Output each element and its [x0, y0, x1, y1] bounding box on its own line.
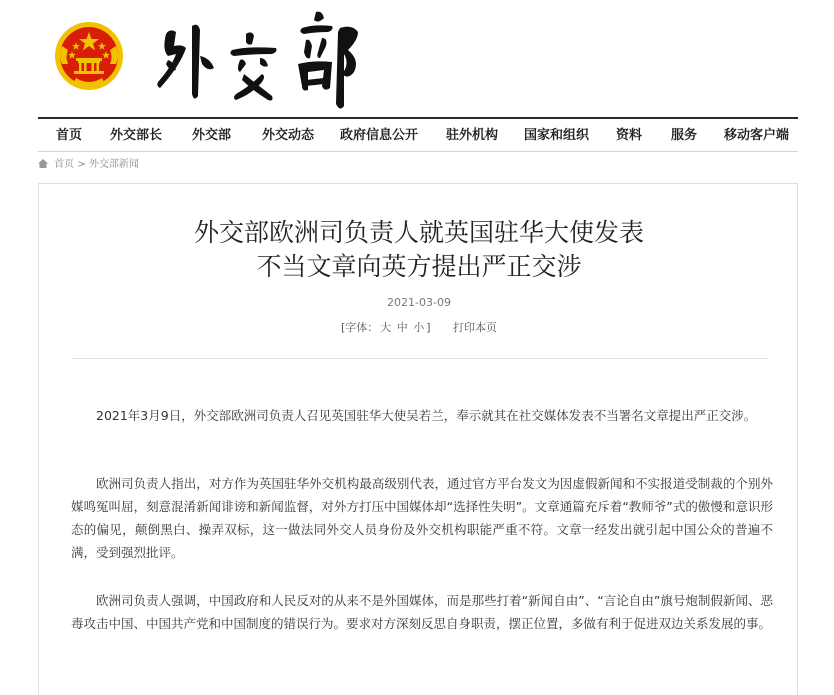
- nav-item-diplomatic-news[interactable]: 外交动态: [262, 128, 315, 143]
- font-size-prefix: [字体：: [340, 321, 379, 334]
- breadcrumb-separator: >: [77, 159, 86, 170]
- national-emblem-icon[interactable]: [54, 20, 124, 92]
- font-size-large-button[interactable]: 大: [380, 321, 392, 334]
- breadcrumb-home[interactable]: 首页: [54, 159, 75, 170]
- nav-item-countries-organizations[interactable]: 国家和组织: [524, 128, 590, 143]
- nav-item-ministry[interactable]: 外交部: [192, 128, 232, 143]
- article-divider: [71, 358, 769, 359]
- nav-item-missions-overseas[interactable]: 驻外机构: [446, 128, 499, 143]
- print-page-button[interactable]: 打印本页: [453, 321, 498, 334]
- article-paragraph-3: 欧洲司负责人强调，中国政府和人民反对的从来不是外国媒体，而是那些打着“新闻自由”、“言论自由”旗号炮制假新闻、恶毒攻击中国、中国共产党和中国制度的错误行为。要求对方深刻反思自身职责，摆正位置，多做有利于促进双边关系发展的事。: [71, 593, 773, 631]
- article-tools: [39, 319, 799, 335]
- article-paragraph-2: 欧洲司负责人指出，对方作为英国驻华外交机构最高级别代表，通过官方平台发文为因虚假新闻和不实报道受制裁的个别外媒鸣冤叫屈，刻意混淆新闻诽谤和新闻监督，对外方打压中国媒体却“选择性失明”。文章通篇充斥着“教师爷”式的傲慢和意识形态的偏见，颠倒黑白、操弄双标，这一做法同外交人员身份及外交机构职能严重不符。文章一经发出就引起中国公众的普遍不满，受到强烈批评。: [71, 476, 773, 560]
- article-title-line-1: 外交部欧洲司负责人就英国驻华大使发表: [193, 218, 644, 247]
- nav-item-government-info[interactable]: 政府信息公开: [340, 128, 419, 143]
- nav-item-mobile-client[interactable]: 移动客户端: [724, 128, 790, 143]
- site-logo-calligraphy[interactable]: [148, 6, 363, 112]
- nav-item-services[interactable]: 服务: [671, 128, 698, 143]
- nav-item-foreign-minister[interactable]: 外交部长: [110, 128, 163, 143]
- site-header: [0, 0, 834, 118]
- article-container: [38, 183, 798, 695]
- article-paragraph-1: 2021年3月9日，外交部欧洲司负责人召见英国驻华大使吴若兰，奉示就其在社交媒体发表不当署名文章提出严正交涉。: [96, 408, 757, 423]
- article-date: 2021-03-09: [387, 296, 451, 309]
- home-icon: [38, 159, 48, 168]
- breadcrumb-current[interactable]: 外交部新闻: [88, 159, 139, 170]
- font-size-small-button[interactable]: 小: [413, 321, 425, 334]
- font-size-medium-button[interactable]: 中: [396, 321, 408, 334]
- nav-item-home[interactable]: 首页: [56, 128, 83, 143]
- main-nav: [38, 117, 798, 152]
- article-title-line-2: 不当文章向英方提出严正交涉: [256, 252, 582, 281]
- font-size-suffix: ]: [426, 321, 431, 334]
- breadcrumb: [38, 158, 139, 172]
- article-title: [39, 216, 799, 284]
- nav-item-resources[interactable]: 资料: [616, 128, 643, 143]
